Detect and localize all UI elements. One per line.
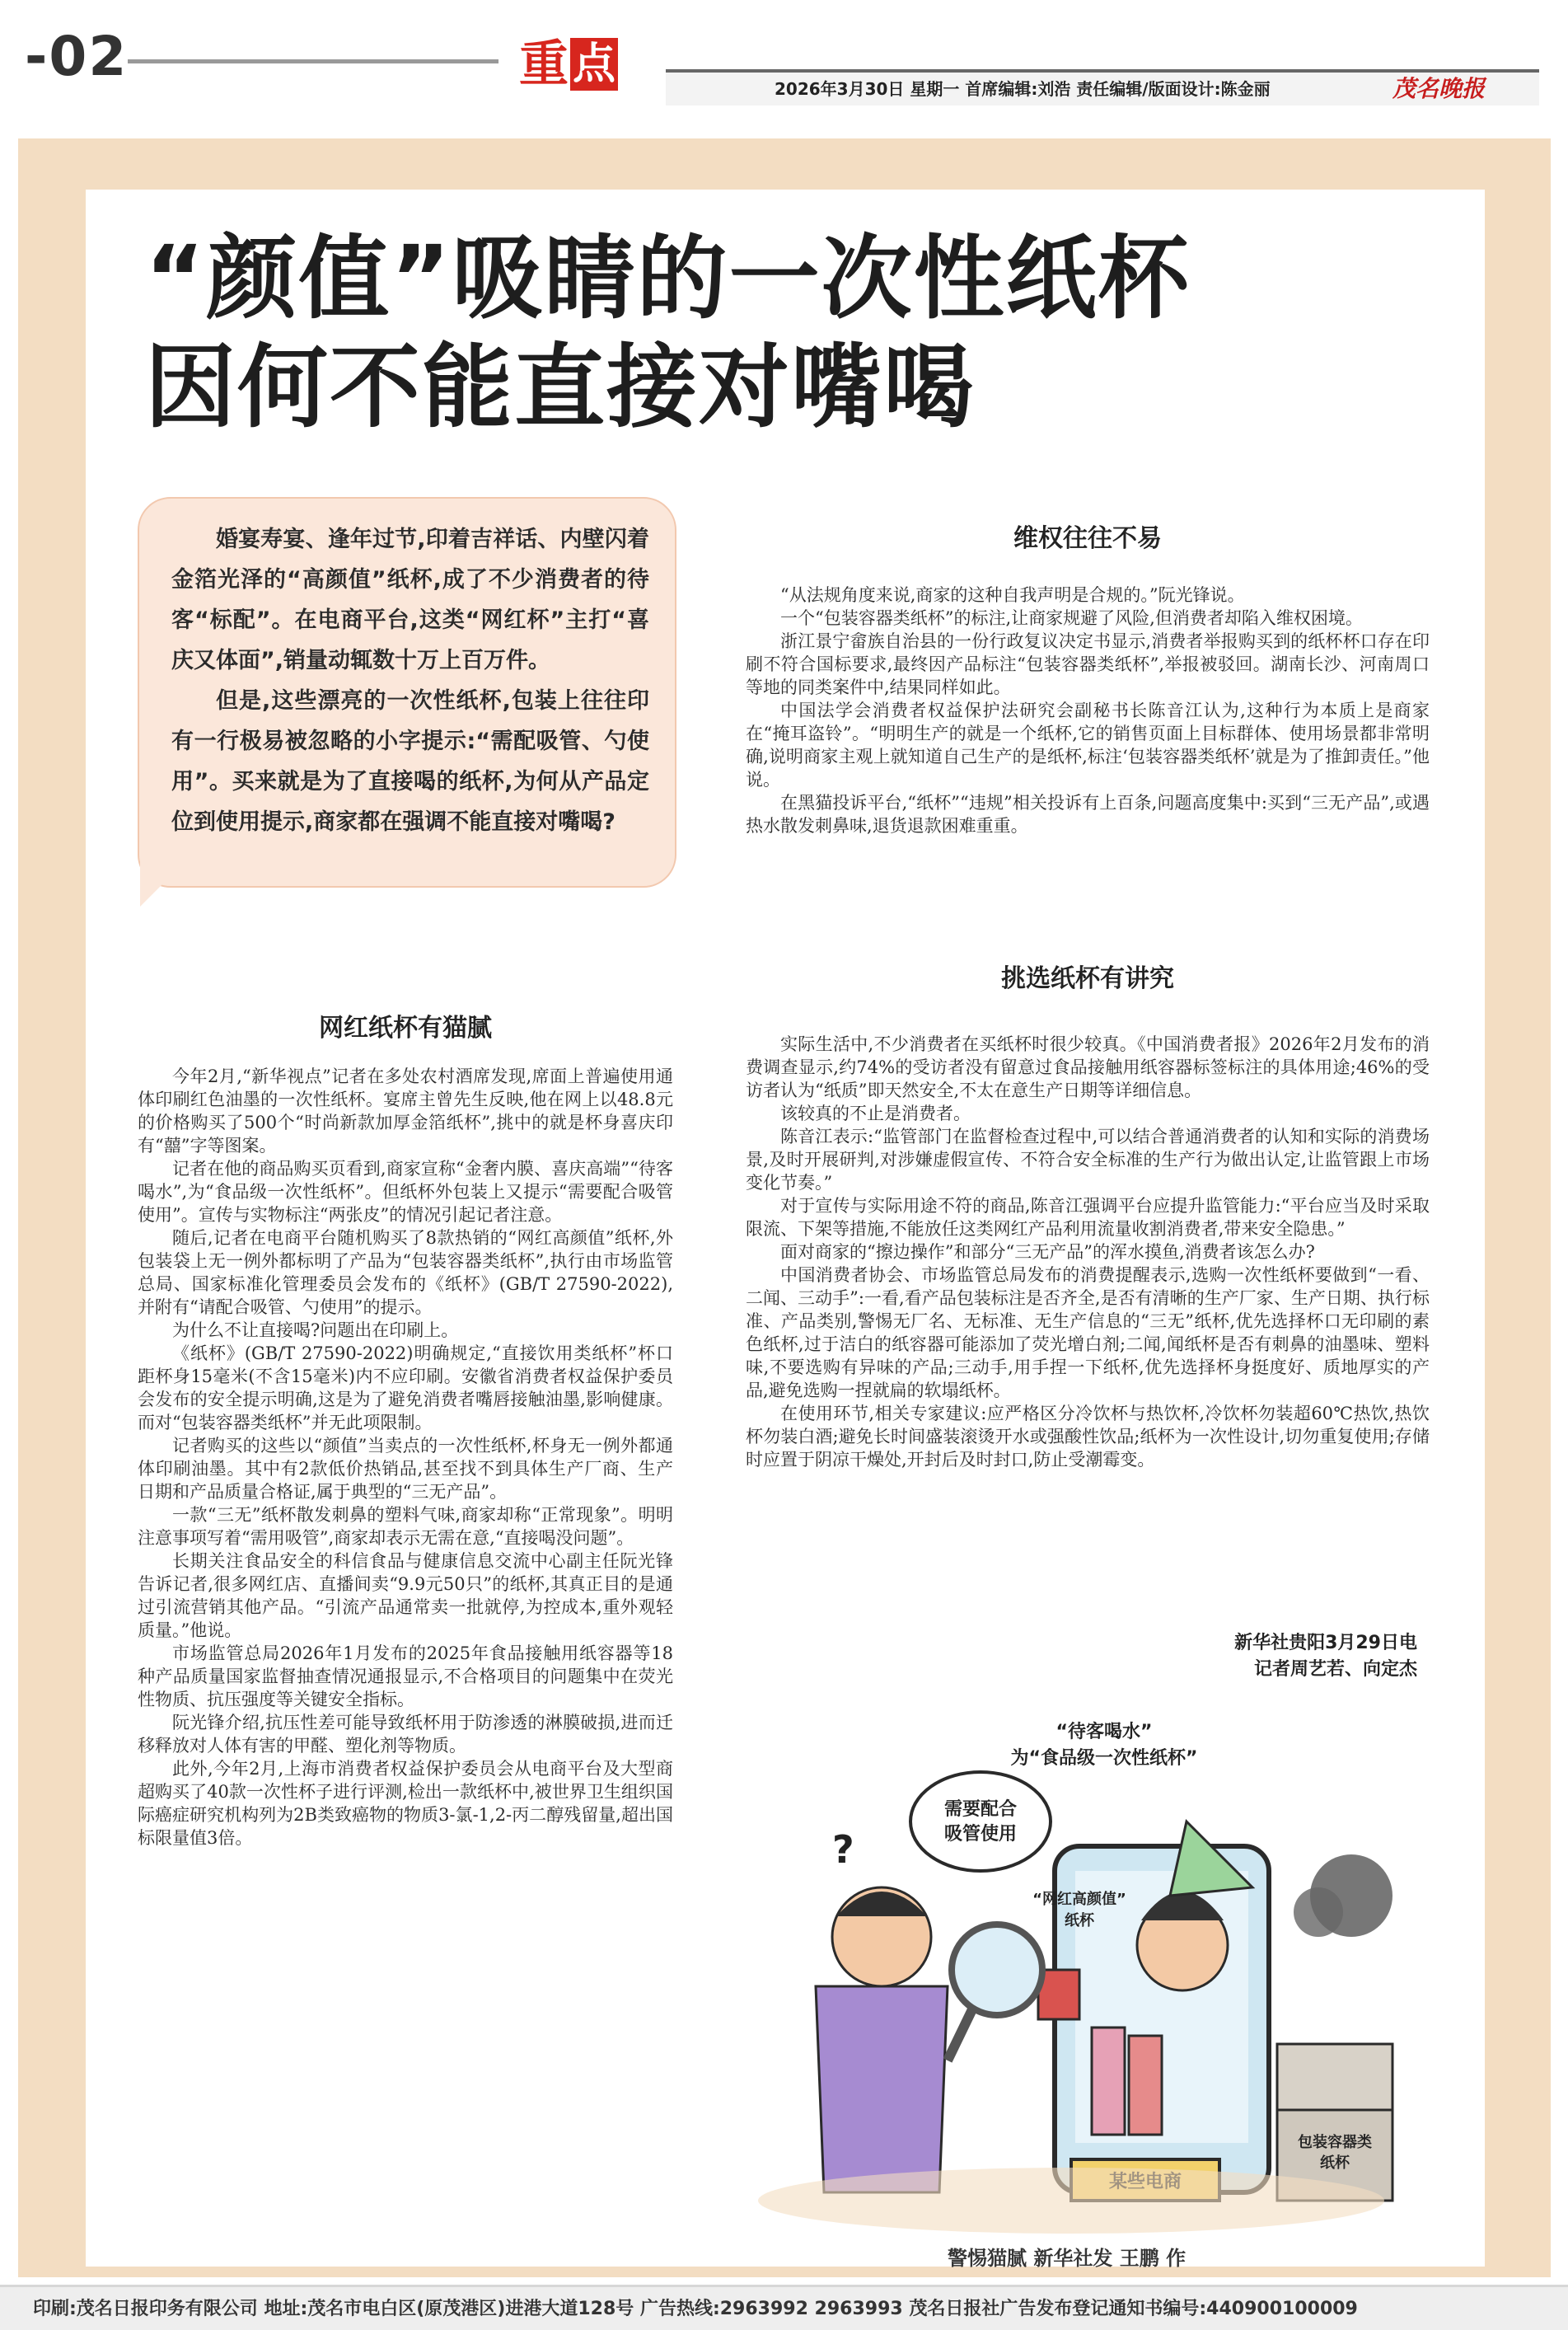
section-heading-3: 挑选纸杯有讲究 (1001, 964, 1174, 993)
intro-box-tail (140, 857, 190, 907)
paragraph: 在使用环节,相关专家建议:应严格区分冷饮杯与热饮杯,冷饮杯勿装超60℃热饮,热饮杯勿装白酒;避免长时间盛装滚烫开水或强酸性饮品;纸杯为一次性设计,切勿重复使用;存储时应置于阴凉干燥处,开封后及时封口,防止受潮霉变。 (746, 1404, 1430, 1470)
section-heading-2: 维权往往不易 (1013, 524, 1162, 553)
intro-paragraph: 但是,这些漂亮的一次性纸杯,包装上往往印有一行极易被忽略的小字提示:“需配吸管、勺使用”。买来就是为了直接喝的纸杯,为何从产品定位到使用提示,商家都在强调不能直接对嘴喝? (171, 688, 649, 835)
box-top (1277, 2044, 1392, 2110)
speech-bubble (910, 1772, 1051, 1871)
byline-reporters: 记者周艺若、向定杰 (1253, 1659, 1417, 1680)
magnifier-icon (952, 1924, 1042, 2015)
footer-info: 印刷:茂名日报印务有限公司 地址:茂名市电白区(原茂港区)进港大道128号 广告热线:2963992 2963993 茂名日报社广告发布登记通知书编号:440900100009 (33, 2299, 1358, 2319)
illus-label-top-2: 为“食品级一次性纸杯” (1010, 1748, 1198, 1769)
cup-stack-left (1092, 2028, 1125, 2135)
box-label-2: 纸杯 (1320, 2154, 1350, 2172)
paragraph: 该较真的不止是消费者。 (780, 1104, 971, 1123)
paragraph: 阮光锋介绍,抗压性差可能导致纸杯用于防渗透的淋膜破损,进而迁移释放对人体有害的甲醛、塑化剂等物质。 (138, 1713, 673, 1756)
masthead-logo: 茂名晚报 (1392, 75, 1486, 102)
intro-paragraph: 婚宴寿宴、逢年过节,印着吉祥话、内壁闪着金箔光泽的“高颜值”纸杯,成了不少消费者的待客“标配”。在电商平台,这类“网红杯”主打“喜庆又体面”,销量动辄数十万上百万件。 (171, 527, 649, 673)
paragraph: 随后,记者在电商平台随机购买了8款热销的“网红高颜值”纸杯,外包装袋上无一例外都标明了产品为“包装容器类纸杯”,执行由市场监管总局、国家标准化管理委员会发布的《纸杯》(GB/T 27590-2022),并附有“请配合吸管、勺使用”的提示。 (138, 1228, 673, 1317)
paragraph: 今年2月,“新华视点”记者在多处农村酒席发现,席面上普遍使用通体印刷红色油墨的一次性纸杯。宴席主曾先生反映,他在网上以48.8元的价格购买了500个“时尚新款加厚金箔纸杯”,挑中的就是杯身喜庆印有“囍”字等图案。 (138, 1067, 673, 1156)
article-title (145, 224, 1191, 442)
title-line-2: 因何不能直接对嘴喝 (145, 335, 976, 440)
paragraph: 中国法学会消费者权益保护法研究会副秘书长陈音江认为,这种行为本质上是商家在“掩耳盗铃”。“明明生产的就是一个纸杯,它的销售页面上目标群体、使用场景都非常明确,说明商家主观上就知道自己生产的是纸杯,标注‘包装容器类纸杯’就是为了推卸责任。”他说。 (746, 701, 1430, 790)
paragraph: 记者在他的商品购买页看到,商家宣称“金奢内膜、喜庆高端”“待客喝水”,为“食品级一次性纸杯”。但纸杯外包装上又提示“需要配合吸管使用”。宣传与实物标注“两张皮”的情况引起记者注意。 (138, 1159, 673, 1225)
illustration-caption: 警惕猫腻 新华社发 王鹏 作 (948, 2247, 1187, 2270)
page-number: -02 (25, 25, 129, 88)
paragraph: 《纸杯》(GB/T 27590-2022)明确规定,“直接饮用类纸杯”杯口距杯身15毫米(不含15毫米)内不应印刷。安徽省消费者权益保护委员会发布的安全提示明确,这是为了避免消费者嘴唇接触油墨,影响健康。而对“包装容器类纸杯”并无此项限制。 (138, 1343, 673, 1432)
consumer-hair (836, 1892, 927, 1916)
cup-label-2: 纸杯 (1065, 1912, 1094, 1929)
consumer-body (816, 1986, 948, 2192)
paragraph: 面对商家的“擦边操作”和部分“三无产品”的浑水摸鱼,消费者该怎么办? (780, 1242, 1315, 1262)
paragraph: “从法规角度来说,商家的这种自我声明是合规的。”阮光锋说。 (780, 585, 1245, 605)
ground-shadow (758, 2168, 1384, 2234)
paragraph: 实际生活中,不少消费者在买纸杯时很少较真。《中国消费者报》2026年2月发布的消费调查显示,约74%的受访者没有留意过食品接触用纸容器标签标注的具体用途;46%的受访者认为“纸质”即天然安全,不太在意生产日期等详细信息。 (746, 1034, 1430, 1100)
paragraph: 中国消费者协会、市场监管总局发布的消费提醒表示,选购一次性纸杯要做到“一看、二闻、三动手”:一看,看产品包装标注是否齐全,是否有清晰的生产厂家、生产日期、执行标准、产品类别,警惕无厂名、无标准、无生产信息的“三无”纸杯,优先选择杯口无印刷的素色纸杯,过于洁白的纸容器可能添加了荧光增白剂;二闻,闻纸杯是否有刺鼻的油墨味、塑料味,不要选购有异味的产品;三动手,用手捏一下纸杯,优先选择杯身挺度好、质地厚实的产品,避免选购一捏就扁的软塌纸杯。 (746, 1265, 1430, 1400)
issue-meta: 2026年3月30日 星期一 首席编辑:刘浩 责任编辑/版面设计:陈金丽 (775, 79, 1271, 99)
question-mark: ? (832, 1827, 854, 1872)
cup-label-1: “网红高颜值” (1032, 1891, 1126, 1908)
paragraph: 为什么不让直接喝?问题出在印刷上。 (172, 1320, 459, 1340)
title-line-1: “颜值”吸睛的一次性纸杯 (145, 226, 1191, 331)
paragraph: 在黑猫投诉平台,“纸杯”“违规”相关投诉有上百条,问题高度集中:买到“三无产品”,或遇热水散发刺鼻味,退货退款困难重重。 (746, 793, 1430, 836)
byline-dateline: 新华社贵阳3月29日电 (1234, 1633, 1417, 1653)
magnifier-handle (948, 2009, 972, 2060)
section-badge (519, 31, 618, 97)
header-rule (128, 59, 498, 63)
intro-text (171, 519, 649, 842)
section-label-1: 重 (519, 31, 569, 97)
paragraph: 一款“三无”纸杯散发刺鼻的塑料气味,商家却称“正常现象”。明明注意事项写着“需用吸管”,商家却表示无需在意,“直接喝没问题”。 (138, 1505, 673, 1548)
paragraph: 记者购买的这些以“颜值”当卖点的一次性纸杯,杯身无一例外都通体印刷油墨。其中有2款低价热销品,甚至找不到具体生产厂商、生产日期和产品质量合格证,属于典型的“三无产品”。 (138, 1436, 673, 1502)
paragraph: 市场监管总局2026年1月发布的2025年食品接触用纸容器等18种产品质量国家监督抽查情况通报显示,不合格项目的问题集中在荧光性物质、抗压强度等关键安全指标。 (138, 1643, 673, 1709)
section-body-2 (746, 584, 1430, 837)
bubble-text-1: 需要配合 (943, 1799, 1018, 1820)
cartoon-illustration (725, 1698, 1417, 2258)
paragraph: 一个“包装容器类纸杯”的标注,让商家规避了风险,但消费者却陷入维权困境。 (780, 608, 1363, 628)
section-heading-1: 网红纸杯有猫腻 (319, 1014, 492, 1043)
paragraph: 长期关注食品安全的科信食品与健康信息交流中心副主任阮光锋告诉记者,很多网红店、直播间卖“9.9元50只”的纸杯,其真正目的是通过引流营销其他产品。“引流产品通常卖一批就停,为控成本,重外观轻质量。”他说。 (138, 1551, 673, 1640)
paragraph: 陈音江表示:“监管部门在监督检查过程中,可以结合普通消费者的认知和实际的消费场景,及时开展研判,对涉嫌虚假宣传、不符合安全标准的生产行为做出认定,让监管跟上市场变化节奏。” (746, 1127, 1430, 1193)
section-body-3 (746, 1033, 1430, 1471)
byline (1071, 1630, 1417, 1683)
cup-stack-right (1129, 2036, 1162, 2135)
paragraph: 对于宣传与实际用途不符的商品,陈音江强调平台应提升监管能力:“平台应当及时采取限流、下架等措施,不能放任这类网红产品利用流量收割消费者,带来安全隐患。” (746, 1196, 1430, 1239)
section-label-2: 点 (570, 38, 618, 91)
paragraph: 浙江景宁畲族自治县的一份行政复议决定书显示,消费者举报购买到的纸杯杯口存在印刷不符合国标要求,最终因产品标注“包装容器类纸杯”,举报被驳回。湖南长沙、河南周口等地的同类案件中,结果同样如此。 (746, 631, 1430, 697)
section-body-1 (138, 1065, 673, 1849)
bubble-text-2: 吸管使用 (943, 1824, 1018, 1845)
illus-label-top-1: “待客喝水” (1055, 1722, 1153, 1742)
smell-cloud-small (1294, 1887, 1343, 1937)
paragraph: 此外,今年2月,上海市消费者权益保护委员会从电商平台及大型商超购买了40款一次性杯子进行评测,检出一款纸杯中,被世界卫生组织国际癌症研究机构列为2B类致癌物的物质3-氯-1,2-丙二醇残留量,超出国标限量值3倍。 (138, 1759, 673, 1848)
box-label-1: 包装容器类 (1298, 2134, 1372, 2151)
